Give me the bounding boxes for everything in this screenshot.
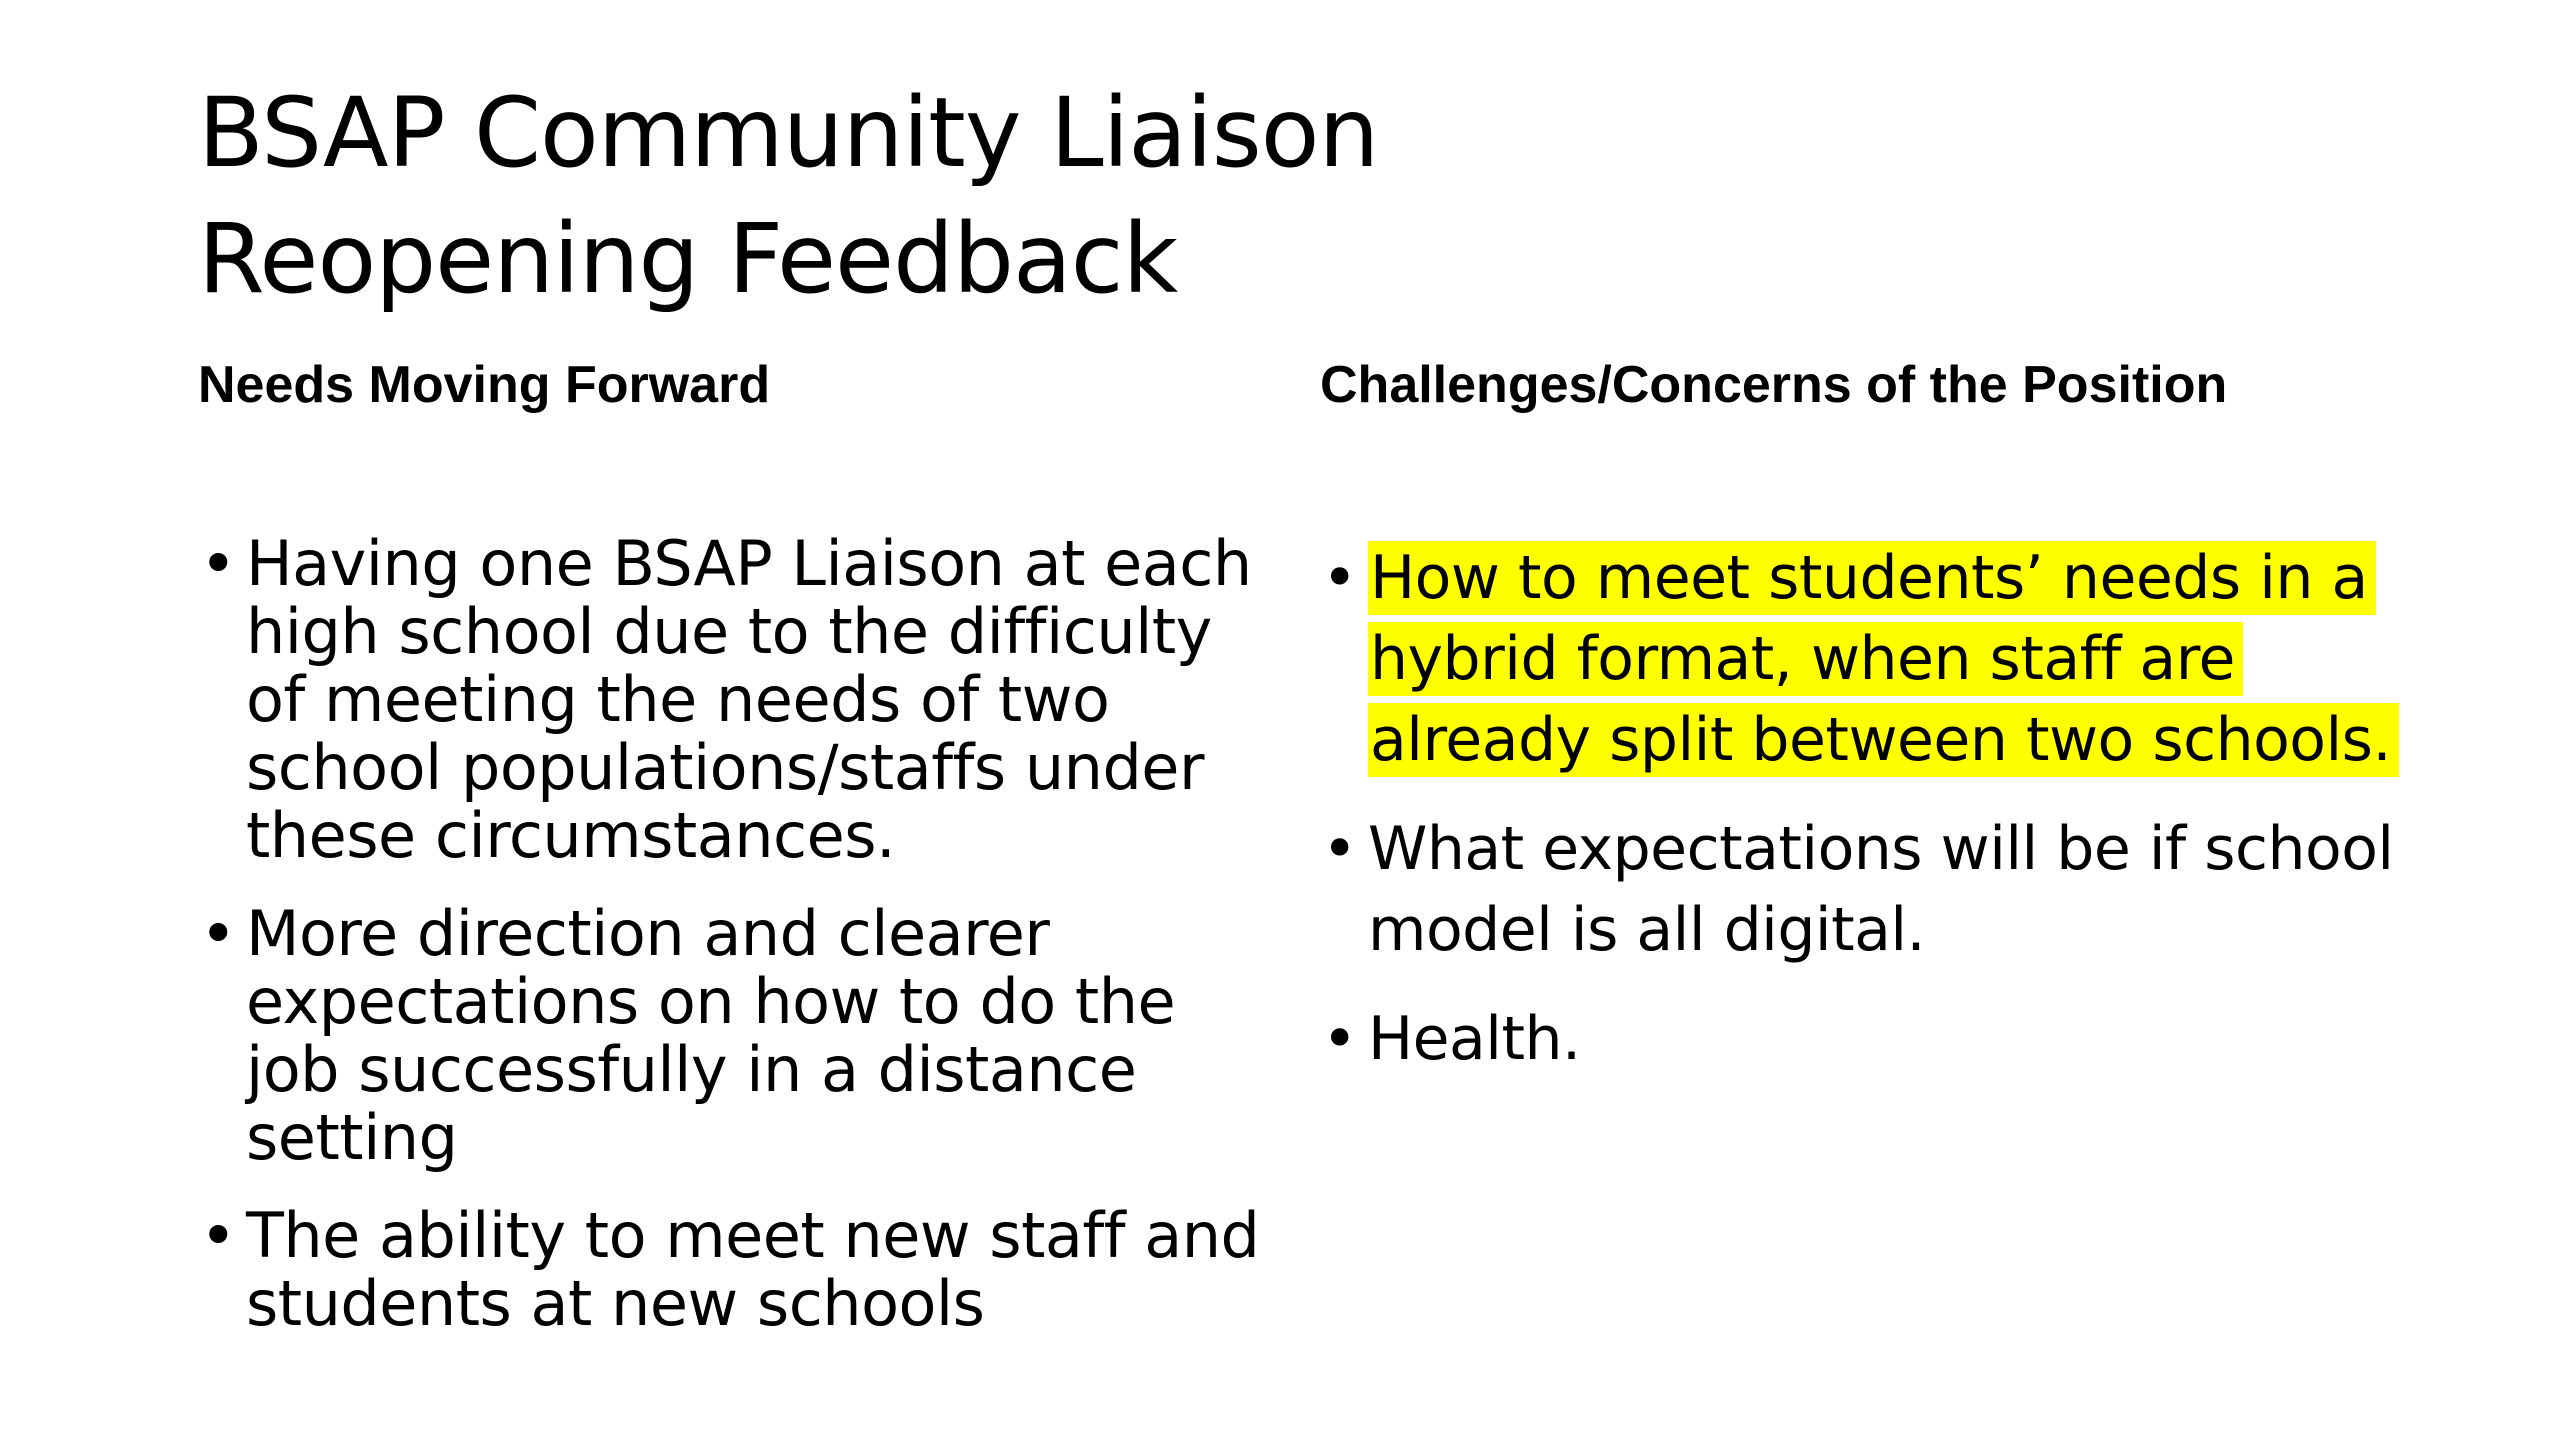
bullet-icon: • <box>200 527 237 600</box>
left-column-heading: Needs Moving Forward <box>198 356 771 414</box>
bullet-icon: • <box>1322 1004 1357 1074</box>
bullet-icon: • <box>1322 814 1357 884</box>
right-bullet-item-3 <box>1320 999 2440 1080</box>
right-bullet-list <box>1320 538 2440 1108</box>
left-bullet-text-3: The ability to meet new staff and students at new schools <box>246 1199 1260 1340</box>
left-bullet-text-2: More direction and clearer expectations on how to do the job successfully in a distance setting <box>246 897 1176 1174</box>
left-bullet-item-2 <box>198 897 1278 1174</box>
highlighted-bullet-text: How to meet students’ needs in a hybrid format, when staff are already split between two schools. <box>1368 541 2399 777</box>
left-bullet-text-1: Having one BSAP Liaison at each high school due to the difficulty of meeting the needs of two school populations/staffs under these circumstances. <box>246 527 1252 872</box>
right-column-heading: Challenges/Concerns of the Position <box>1320 356 2228 414</box>
slide-title <box>198 70 1698 322</box>
title-line-1: BSAP Community Liaison <box>198 77 1379 189</box>
left-bullet-list <box>198 527 1278 1368</box>
right-bullet-text-3: Health. <box>1368 1004 1581 1074</box>
title-line-2: Reopening Feedback <box>198 203 1178 315</box>
bullet-icon: • <box>200 897 237 970</box>
left-bullet-item-3 <box>198 1199 1278 1340</box>
bullet-icon: • <box>1322 543 1357 613</box>
right-bullet-item-1 <box>1320 538 2440 781</box>
right-bullet-item-2 <box>1320 809 2440 971</box>
right-bullet-text-2: What expectations will be if school model is all digital. <box>1368 814 2394 965</box>
bullet-icon: • <box>200 1199 237 1272</box>
left-bullet-item-1 <box>198 527 1278 872</box>
